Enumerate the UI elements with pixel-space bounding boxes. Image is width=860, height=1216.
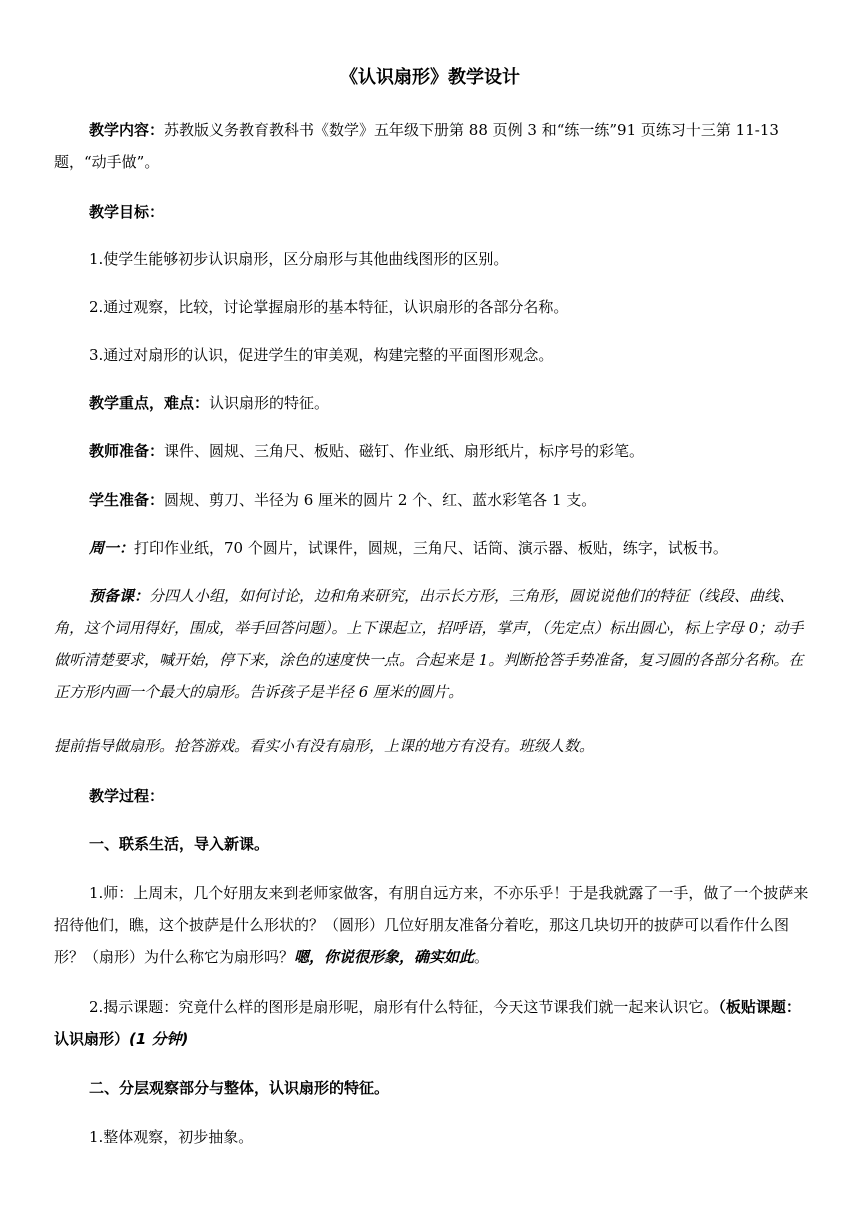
keypoint-paragraph [54, 387, 810, 419]
week1-paragraph [54, 532, 810, 564]
content-text: 苏教版义务教育教科书《数学》五年级下册第 88 页例 3 和“练一练”91 页练习十三第 11-13 题，“动手做”。 [54, 121, 779, 171]
student-prep-label: 学生准备： [89, 491, 165, 509]
document-title: 《认识扇形》教学设计 [340, 67, 520, 88]
process-paragraph-3: 1.整体观察，初步抽象。 [89, 1128, 254, 1146]
prep-class-line2: 提前指导做扇形。抢答游戏。看实小有没有扇形，上课的地方有没有。班级人数。 [54, 737, 595, 755]
week1-text: 打印作业纸，70 个圆片，试课件，圆规，三角尺、话筒、演示器、板贴，练字，试板书。 [134, 539, 728, 557]
goals-heading: 教学目标： [89, 203, 165, 221]
week1-label: 周一： [89, 539, 135, 557]
p1-emphasis: 嗯，你说很形象，确实如此 [294, 948, 475, 966]
teacher-prep-paragraph [54, 435, 810, 467]
keypoint-label: 教学重点，难点： [89, 394, 210, 412]
content-paragraph [54, 114, 810, 178]
prep-class-paragraph [54, 580, 810, 708]
teacher-prep-text: 课件、圆规、三角尺、板贴、磁钉、作业纸、扇形纸片，标序号的彩笔。 [164, 442, 645, 460]
student-prep-paragraph [54, 484, 810, 516]
p2-duration: (1 分钟) [129, 1030, 189, 1048]
prep-class-label: 预备课： [89, 587, 150, 605]
process-paragraph-2 [54, 991, 810, 1055]
section2-heading: 二、分层观察部分与整体，认识扇形的特征。 [89, 1079, 390, 1097]
teacher-prep-label: 教师准备： [89, 442, 165, 460]
goal-item-2: 2.通过观察，比较，讨论掌握扇形的基本特征，认识扇形的各部分名称。 [89, 298, 569, 316]
process-heading: 教学过程： [89, 787, 165, 805]
keypoint-text: 认识扇形的特征。 [209, 394, 330, 412]
prep-class-text: 分四人小组，如何讨论，边和角来研究，出示长方形，三角形，圆说说他们的特征（线段、曲线、角，这个词用得好，围成，举手回答问题）。上下课起立，招呼语，掌声，（先定点）标出圆心，标上字母 0；动手做听清楚要求，喊开始，停下来，涂色的速度快一点。合起来是 1。判断抢答手势准备，复习圆的各部分名称。在正方形内画一个最大的扇形。告诉孩子是半径 6 厘米的圆片。 [54, 587, 804, 701]
process-paragraph-1 [54, 877, 810, 973]
p2-board-title: （板贴课题：认识扇形） [54, 998, 801, 1048]
goal-item-1: 1.使学生能够初步认识扇形，区分扇形与其他曲线图形的区别。 [89, 250, 509, 268]
student-prep-text: 圆规、剪刀、半径为 6 厘米的圆片 2 个、红、蓝水彩笔各 1 支。 [164, 491, 597, 509]
p1-end: 。 [474, 948, 490, 966]
p2-text: 2.揭示课题：究竟什么样的图形是扇形呢，扇形有什么特征，今天这节课我们就一起来认识它。 [89, 998, 719, 1016]
section1-heading: 一、联系生活，导入新课。 [89, 835, 270, 853]
p1-text: 1.师：上周末，几个好朋友来到老师家做客，有朋自远方来，不亦乐乎！于是我就露了一手，做了一个披萨来招待他们，瞧，这个披萨是什么形状的？（圆形）几位好朋友准备分着吃，那这几块切开的披萨可以看作什么图形？（扇形）为什么称它为扇形吗？ [54, 884, 809, 966]
content-label: 教学内容： [89, 121, 165, 139]
goal-item-3: 3.通过对扇形的认识，促进学生的审美观，构建完整的平面图形观念。 [89, 346, 554, 364]
